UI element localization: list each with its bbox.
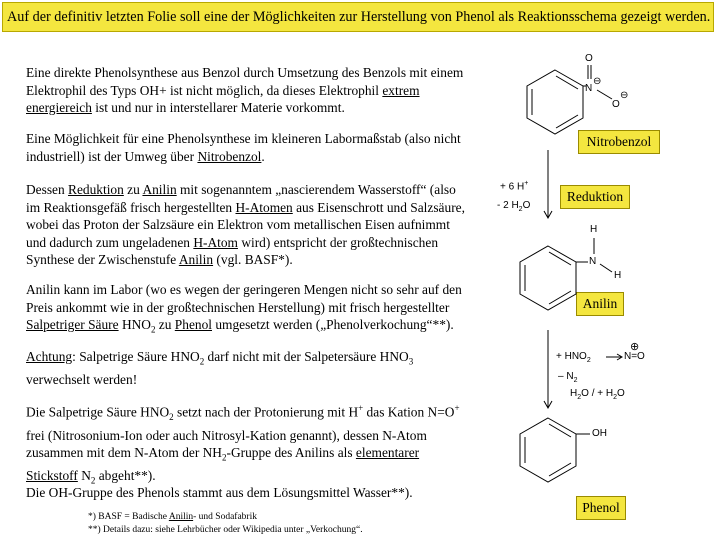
text-line: Preis ankommt wie in der großtechnischen Herstellung) mit frisch hergestellter <box>26 299 450 315</box>
nitro-nitrogen: N <box>585 83 593 94</box>
text-line: wobei das Proton der Salzsäure ein Elektron vom metallischen Eisen aufnimmt <box>26 217 450 232</box>
label-nitrobenzol: Nitrobenzol <box>578 130 660 154</box>
reagent-hydrogen-ions: + 6 H+ <box>500 180 529 193</box>
nitro-oxygen-right: O <box>612 99 620 110</box>
text-line: Elektrophil des Typs OH+ ist nicht möglich, da dieses Elektrophil extrem <box>26 82 420 98</box>
anilin-bond-n-h-right <box>600 264 612 272</box>
nitrosyl-cation: N=O <box>624 351 645 362</box>
footnote-basf: *) BASF = Badische Anilin- und Sodafabrik <box>88 512 257 522</box>
anilin-hydrogen-top: H <box>590 224 598 235</box>
text-line: industriell) ist der Umweg über Nitrobenzol. <box>26 148 265 164</box>
anilin-hydrogen-right: H <box>614 270 622 281</box>
label-phenol: Phenol <box>576 496 626 520</box>
label-reduktion: Reduktion <box>560 185 630 209</box>
text-line: Synthese der Zwischenstufe Anilin (vgl. BASF*). <box>26 252 293 267</box>
text-line: verwechselt werden! <box>26 372 138 388</box>
text-line: Stickstoff $N_2$ abgeht**). <box>26 468 156 486</box>
text-line: Dessen Reduktion zu Anilin mit sogenanntem „nascierendem Wasserstoff“ (also <box>26 182 456 197</box>
text-line: Die OH-Gruppe des Phenols stammt aus dem Lösungsmittel Wasser**). <box>26 485 413 500</box>
phenol-hydroxyl: OH <box>592 428 607 439</box>
reagent-water-loss: - 2 $H_2O$ <box>497 200 531 213</box>
nitro-charge-minus-2-icon: ⊖ <box>620 90 629 101</box>
footnote-verkochung: **) Details dazu: siehe Lehrbücher oder Wikipedia unter „Verkochung“. <box>88 525 363 535</box>
reagent-water-exchange: $H_2O$ / + $H_2O$ <box>570 388 625 401</box>
text-line: frei (Nitrosonium-Ion oder auch Nitrosyl-Kation genannt), dessen N-Atom <box>26 427 427 443</box>
phenol-ring <box>520 418 576 482</box>
text-line: energiereich ist und nur in interstellarer Materie vorkommt. <box>26 100 345 115</box>
label-anilin: Anilin <box>576 292 624 316</box>
text-line: Eine Möglichkeit für eine Phenolsynthese im kleineren Labormaßstab (also nicht <box>26 131 461 146</box>
text-line: im Reaktionsgefäß frisch hergestellten H-Atomen aus Eisenschrott und Salzsäure, <box>26 199 465 215</box>
text-line: Die Salpetrige Säure $HNO_2$ setzt nach der Protonierung mit H+ das Kation N=O+ <box>26 403 460 423</box>
nitro-oxygen-top: O <box>585 53 593 64</box>
nitrobenzol-ring <box>527 70 583 134</box>
text-line: Salpetriger Säure $HNO_2$ zu Phenol umgesetzt werden („Phenolverkochung“**). <box>26 317 454 335</box>
nitrosyl-charge-plus-icon: ⊕ <box>630 341 640 353</box>
nitro-bond-n-o-single <box>597 90 612 99</box>
reagent-hno2: + $HNO_2$ <box>556 351 591 364</box>
anilin-ring <box>520 246 576 310</box>
nitro-charge-minus-icon: ⊖ <box>593 76 602 87</box>
text-line: zusammen mit dem N-Atom der $NH_2$-Gruppe des Anilins als elementarer <box>26 445 420 463</box>
text-line: Achtung: Salpetrige Säure $HNO_2$ darf nicht mit der Salpetersäure $HNO_3$ <box>26 349 414 367</box>
reagent-n2-loss: – $N_2$ <box>558 371 578 384</box>
text-line: und dadurch zum ungeladenen H-Atom wird) entspricht der großtechnischen <box>26 234 439 250</box>
text-line: Eine direkte Phenolsynthese aus Benzol durch Umsetzung des Benzols mit einem <box>26 65 464 80</box>
slide-title: Auf der definitiv letzten Folie soll eine der Möglichkeiten zur Herstellung von Phenol als Reaktionsschema gezeigt werden. <box>7 9 711 25</box>
text-line: Anilin kann im Labor (wo es wegen der geringeren Mengen nicht so sehr auf den <box>26 282 462 297</box>
anilin-nitrogen: N <box>589 256 597 267</box>
